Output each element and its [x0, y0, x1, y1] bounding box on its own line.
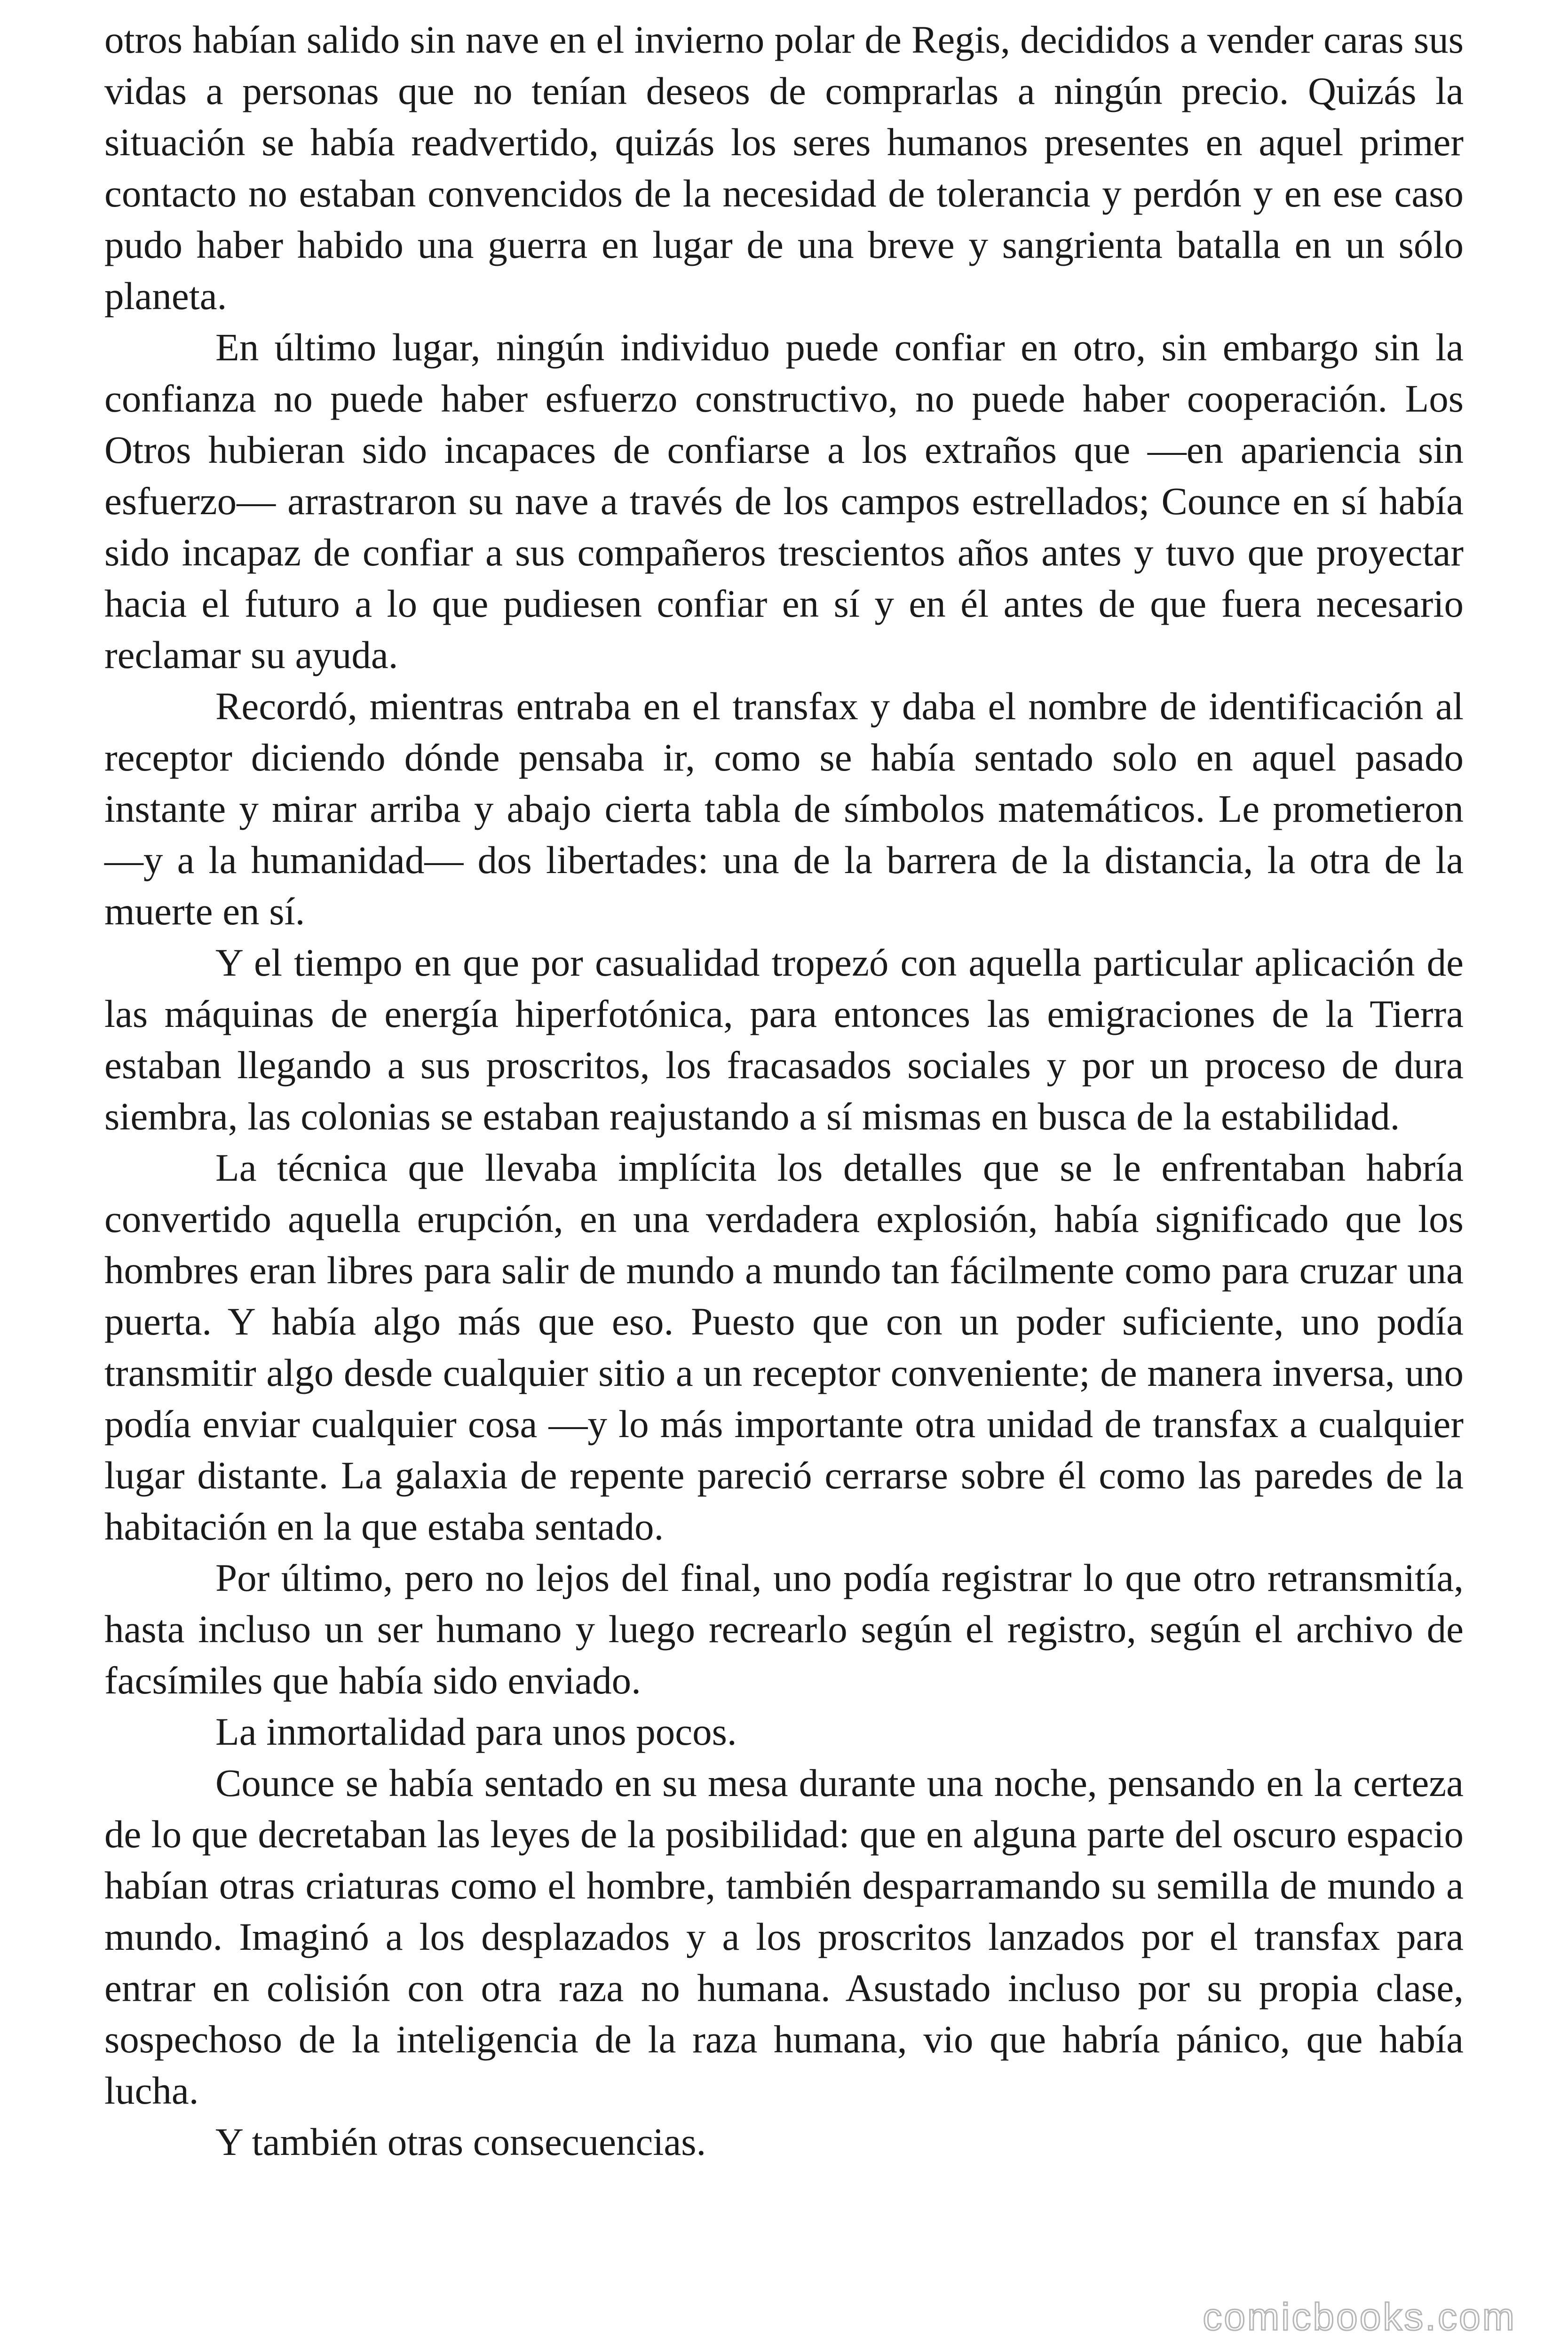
paragraph-8: Counce se había sentado en su mesa durante una noche, pensando en la certeza de lo que decretaban las leyes de la posibilidad: que en alguna parte del oscuro espacio habían otras criaturas como el hombre, también desparramando su semilla de mundo a mundo. Imaginó a los desplazados y a los proscritos lanzados por el transfax para entrar en colisión con otra raza no humana. Asustado incluso por su propia clase, sospechoso de la inteligencia de la raza humana, vio que habría pánico, que había lucha.: [104, 1761, 1464, 2112]
watermark: comicbooks.com: [1203, 2296, 1516, 2338]
page-body: [104, 14, 1464, 2168]
paragraph-5: La técnica que llevaba implícita los detalles que se le enfrentaban habría convertido aquella erupción, en una verdadera explosión, había significado que los hombres eran libres para salir de mundo a mundo tan fácilmente como para cruzar una puerta. Y había algo más que eso. Puesto que con un poder suficiente, uno podía transmitir algo desde cualquier sitio a un receptor conveniente; de manera inversa, uno podía enviar cualquier cosa —y lo más importante otra unidad de transfax a cualquier lugar distante. La galaxia de repente pareció cerrarse sobre él como las paredes de la habitación en la que estaba sentado.: [104, 1146, 1464, 1548]
paragraph-1: otros habían salido sin nave en el invierno polar de Regis, decididos a vender caras sus vidas a personas que no tenían deseos de comprarlas a ningún precio. Quizás la situación se había readvertido, quizás los seres humanos presentes en aquel primer contacto no estaban convencidos de la necesidad de tolerancia y perdón y en ese caso pudo haber habido una guerra en lugar de una breve y sangrienta batalla en un sólo planeta.: [104, 18, 1464, 318]
paragraph-7: La inmortalidad para unos pocos.: [215, 1710, 737, 1753]
paragraph-3: Recordó, mientras entraba en el transfax y daba el nombre de identificación al receptor diciendo dónde pensaba ir, como se había sentado solo en aquel pasado instante y mirar arriba y abajo cierta tabla de símbolos matemáticos. Le prometieron —y a la humanidad— dos libertades: una de la barrera de la distancia, la otra de la muerte en sí.: [104, 684, 1464, 933]
paragraph-9: Y también otras consecuencias.: [215, 2120, 706, 2163]
paragraph-2: En último lugar, ningún individuo puede confiar en otro, sin embargo sin la confianza no puede haber esfuerzo constructivo, no puede haber cooperación. Los Otros hubieran sido incapaces de confiarse a los extraños que —en apariencia sin esfuerzo— arrastraron su nave a través de los campos estrellados; Counce en sí había sido incapaz de confiar a sus compañeros trescientos años antes y tuvo que proyectar hacia el futuro a lo que pudiesen confiar en sí y en él antes de que fuera necesario reclamar su ayuda.: [104, 326, 1464, 676]
paragraph-4: Y el tiempo en que por casualidad tropezó con aquella particular aplicación de las máquinas de energía hiperfotónica, para entonces las emigraciones de la Tierra estaban llegando a sus proscritos, los fracasados sociales y por un proceso de dura siembra, las colonias se estaban reajustando a sí mismas en busca de la estabilidad.: [104, 941, 1464, 1138]
paragraph-6: Por último, pero no lejos del final, uno podía registrar lo que otro retransmitía, hasta incluso un ser humano y luego recrearlo según el registro, según el archivo de facsímiles que había sido enviado.: [104, 1556, 1464, 1702]
